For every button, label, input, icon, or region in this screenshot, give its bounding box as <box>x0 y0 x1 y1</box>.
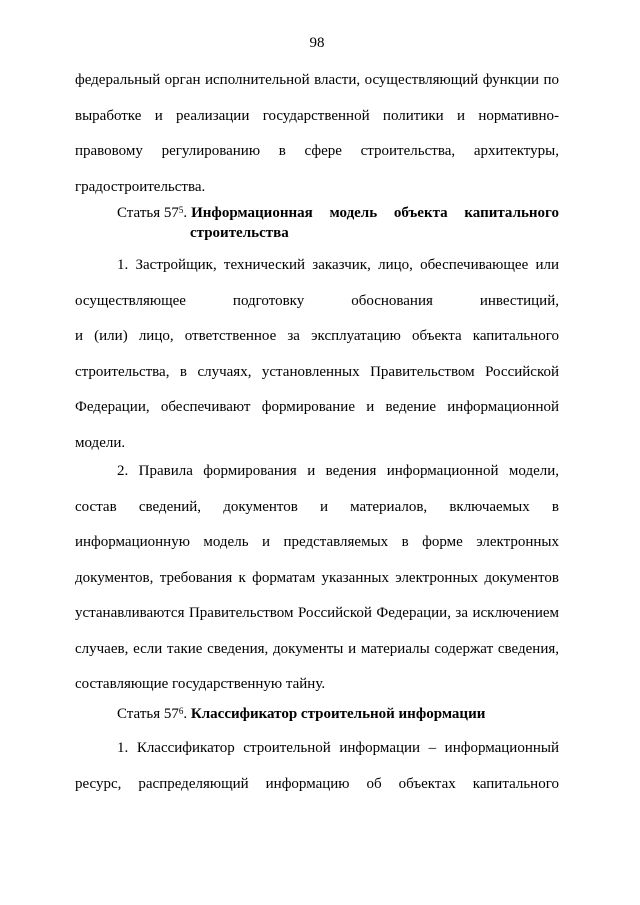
text-line: выработке и реализации государственной политики и нормативно- <box>75 107 559 124</box>
text-line: строительства, в случаях, установленных Правительством Российской <box>75 363 559 380</box>
article-57-5-item-1 <box>75 248 559 461</box>
text-line: информационную модель и представляемых в форме электронных <box>75 534 559 550</box>
page-number: 98 <box>309 35 325 51</box>
article-number: Статья $57^5$. <box>117 205 188 221</box>
text-line: 1. Застройщик, технический заказчик, лицо, обеспечивающее или <box>117 257 559 273</box>
text-line: федеральный орган исполнительной власти, осуществляющий функции по <box>75 72 559 88</box>
article-title: Классификатор строительной информации <box>190 706 486 722</box>
text-line: составляющие государственную тайну. <box>75 676 326 692</box>
text-line: состав сведений, документов и материалов, включаемых в <box>75 498 559 515</box>
text-line: осуществляющее подготовку обоснования инвестиций, <box>75 292 559 309</box>
article-title: Информационная модель объекта капитального <box>191 205 559 221</box>
text-line: правовому регулированию в сфере строительства, архитектуры, <box>75 143 559 159</box>
text-line: ресурс, распределяющий информацию об объектах капитального <box>75 775 559 792</box>
article-57-6-heading <box>117 704 485 724</box>
text-line: и (или) лицо, ответственное за эксплуатацию объекта капитального <box>75 328 559 344</box>
text-line: документов, требования к форматам указанных электронных документов <box>75 569 559 586</box>
document-page <box>75 0 559 905</box>
article-57-6-item-1 <box>75 731 559 802</box>
text-line: устанавливаются Правительством Российской Федерации, за исключением <box>75 605 559 621</box>
text-line: 1. Классификатор строительной информации – информационный <box>117 740 559 756</box>
text-line: Федерации, обеспечивают формирование и ведение информационной <box>75 399 559 415</box>
article-57-5-heading <box>117 203 559 243</box>
text-line: модели. <box>75 434 126 451</box>
article-57-5-item-2 <box>75 454 559 703</box>
article-number: Статья $57^6$. <box>117 706 188 722</box>
text-line: случаев, если такие сведения, документы и материалы содержат сведения, <box>75 640 559 657</box>
text-line: 2. Правила формирования и ведения информационной модели, <box>117 463 559 479</box>
article-title-continuation: строительства <box>190 225 289 241</box>
text-line: градостроительства. <box>75 178 206 195</box>
intro-paragraph <box>75 63 559 205</box>
